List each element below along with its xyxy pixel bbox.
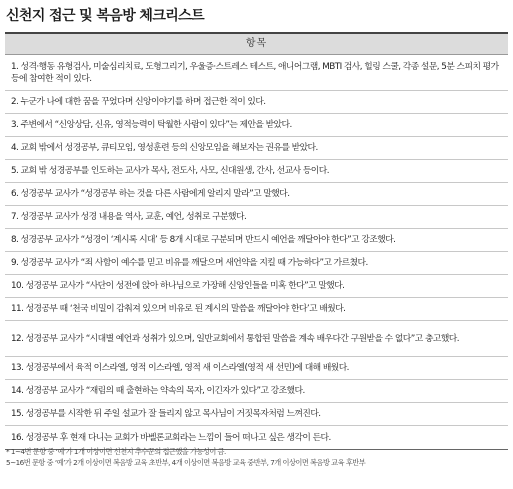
item-text: 2. 누군가 나에 대한 꿈을 꾸었다며 신앙이야기를 하며 접근한 적이 있다. — [11, 97, 266, 107]
item-text: 14. 성경공부 교사가 “재림의 때 출현하는 약속의 목자, 이긴자가 있다”고 강조했다. — [11, 386, 305, 396]
item-text: 13. 성경공부에서 육적 이스라엘, 영적 이스라엘, 영적 새 이스라엘(영적 새 선민)에 대해 배웠다. — [11, 363, 349, 373]
item-text: 12. 성경공부 교사가 “시대별 예언과 성취가 있으며, 일반교회에서 통합된 말씀을 계속 배우다간 구원받을 수 없다”고 충고했다. — [11, 333, 459, 344]
list-item — [5, 321, 508, 357]
list-item — [5, 403, 508, 426]
list-item — [5, 298, 508, 321]
page-title: 신천지 접근 및 복음방 체크리스트 — [6, 8, 205, 24]
list-item — [5, 137, 508, 160]
item-text: 9. 성경공부 교사가 “죄 사함이 예수를 믿고 비유를 깨달으며 새언약을 지킬 때 가능하다”고 가르쳤다. — [11, 258, 368, 268]
footnote-line: * 1~4번 문항 중 ‘예’가 1개 이상이면 신천지 추수꾼의 접근했을 가능성이 큼. — [6, 447, 226, 456]
list-item — [5, 114, 508, 137]
item-text: 11. 성경공부 때 ‘천국 비밀이 감춰져 있으며 비유로 된 계시의 말씀을 깨달아야 한다’고 배웠다. — [11, 304, 346, 314]
item-text: 3. 주변에서 “신앙상담, 신유, 영적능력이 탁월한 사람이 있다”는 제안을 받았다. — [11, 120, 292, 130]
list-item — [5, 252, 508, 275]
item-text: 5. 교회 밖 성경공부를 인도하는 교사가 목사, 전도사, 사모, 신대원생, 간사, 선교사 등이다. — [11, 166, 329, 176]
item-text: 10. 성경공부 교사가 “사단이 성전에 앉아 하나님으로 가장해 신앙인들을 미혹 한다”고 말했다. — [11, 281, 345, 291]
item-text: 1. 성격·행동 유형검사, 미술심리치료, 도형그리기, 우울증·스트레스 테스트, 애니어그램, MBTI 검사, 힐링 스쿨, 각종 설문, 5분 스피치 평가 등에 참여한 적이 있다. — [11, 61, 499, 84]
footnote — [6, 446, 506, 468]
list-item — [5, 183, 508, 206]
list-item — [5, 229, 508, 252]
list-item — [5, 275, 508, 298]
item-text: 4. 교회 밖에서 성경공부, 큐티모임, 영성훈련 등의 신앙모임을 해보자는 권유를 받았다. — [11, 143, 318, 153]
table-header: 항목 — [5, 34, 508, 55]
item-text: 8. 성경공부 교사가 “성경이 ‘계시록 시대’ 등 8개 시대로 구분되며 반드시 예언을 깨달아야 한다”고 강조했다. — [11, 235, 396, 245]
item-text: 6. 성경공부 교사가 “성경공부 하는 것을 다른 사람에게 알리지 말라”고 말했다. — [11, 189, 290, 199]
list-item — [5, 91, 508, 114]
list-item — [5, 380, 508, 403]
item-text: 7. 성경공부 교사가 성경 내용을 역사, 교훈, 예언, 성취로 구분했다. — [11, 212, 247, 222]
list-item — [5, 357, 508, 380]
list-item — [5, 160, 508, 183]
checklist-table — [5, 32, 508, 450]
list-item — [5, 206, 508, 229]
item-text: 16. 성경공부 후 현재 다니는 교회가 바벨론교회라는 느낌이 들어 떠나고 싶은 생각이 든다. — [11, 432, 331, 443]
item-text: 15. 성경공부를 시작한 뒤 주일 설교가 잘 들리지 않고 목사님이 거짓목자처럼 느껴진다. — [11, 409, 321, 419]
footnote-line: 5~16번 문항 중 ‘예’가 2개 이상이면 복음방 교육 초반부, 4개 이상이면 복음방 교육 중반부, 7개 이상이면 복음방 교육 후반부 — [6, 458, 366, 467]
list-item — [5, 55, 508, 91]
